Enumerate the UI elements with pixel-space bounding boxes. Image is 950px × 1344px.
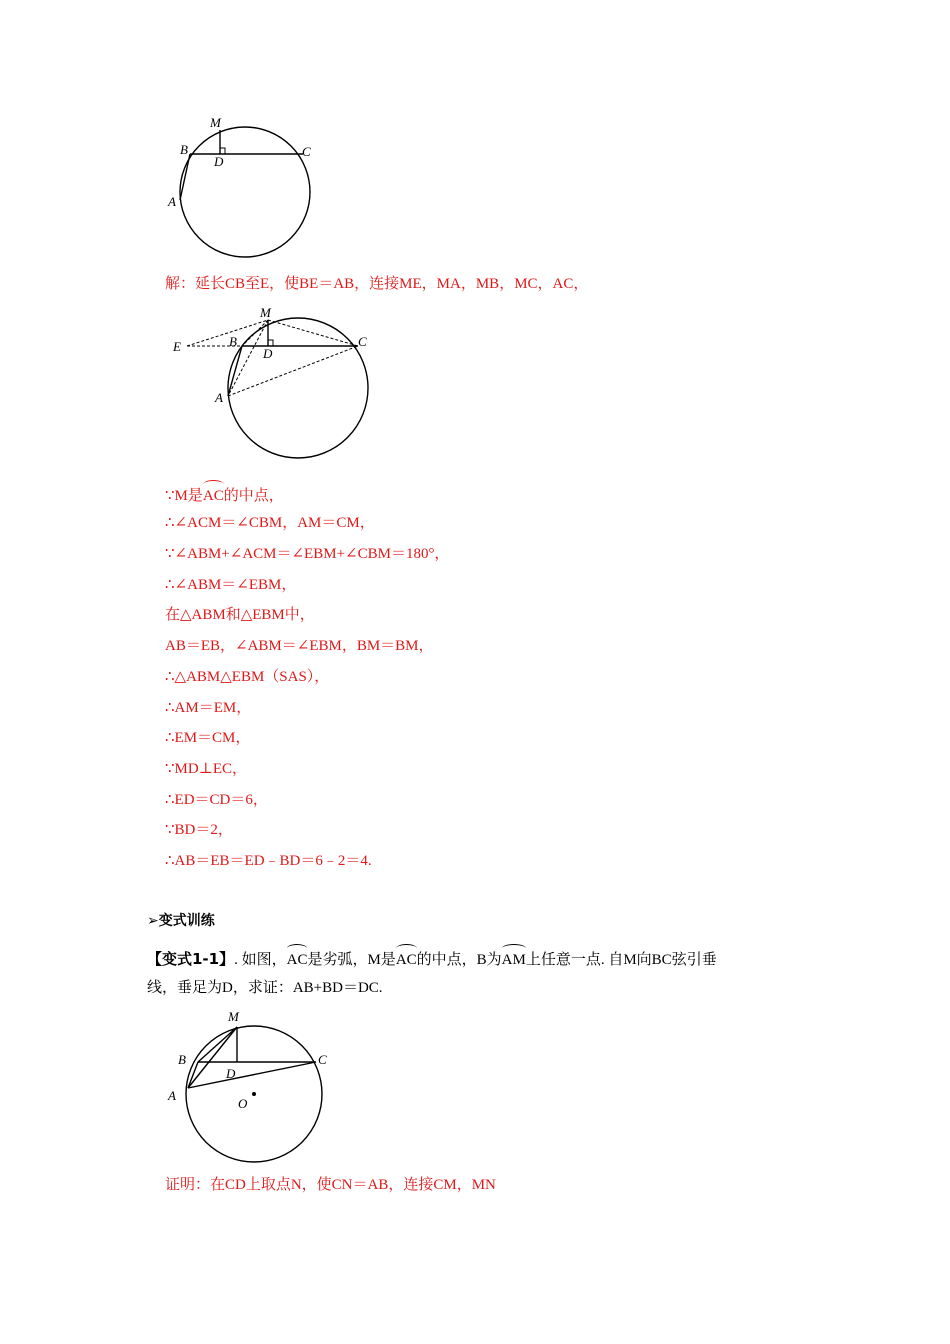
figure-2-circle-diagram <box>165 300 385 470</box>
proof-line-13: ∴AB＝EB＝ED﹣BD＝6﹣2＝4. <box>165 853 372 869</box>
arc-ac-2: AC <box>396 946 417 970</box>
proof-line-2: ∴∠ACM＝∠CBM，AM＝CM， <box>165 515 375 531</box>
segment-ac <box>188 1062 316 1088</box>
segment-mb <box>198 1027 237 1062</box>
figure-1-circle-diagram <box>160 110 320 270</box>
center-point <box>252 1092 256 1096</box>
figure-3-circle-diagram <box>160 1002 350 1172</box>
label-d: D <box>226 1066 236 1081</box>
proof-line-4: ∴∠ABM＝∠EBM， <box>165 577 297 593</box>
label-a: A <box>215 390 223 405</box>
proof-line-11: ∴ED＝CD＝6， <box>165 792 268 808</box>
dashed-ac <box>228 346 358 396</box>
label-a: A <box>168 194 176 209</box>
arc-ac: AC <box>203 482 224 506</box>
proof-line-9: ∴EM＝CM， <box>165 730 251 746</box>
label-b: B <box>229 334 237 349</box>
arc-ac-1: AC <box>287 946 308 970</box>
proof-line-5: 在△ABM和△EBM中， <box>165 607 315 623</box>
solution-intro: 解：延长CB至E，使BE＝AB，连接ME，MA，MB，MC，AC， <box>165 276 589 292</box>
label-o: O <box>238 1096 248 1111</box>
dashed-mc <box>268 320 358 346</box>
label-d: D <box>263 346 273 361</box>
segment-ab <box>188 1062 198 1088</box>
label-c: C <box>358 334 367 349</box>
label-e: E <box>173 339 181 354</box>
variant-problem: 【变式1-1】. 如图，AC是劣弧，M是AC的中点，B为AM上任意一点. 自M向BC弦引垂 <box>147 946 807 970</box>
arc-am: AM <box>502 946 526 970</box>
variant-problem-line-2: 线，垂足为D，求证：AB+BD＝DC. <box>147 980 383 996</box>
proof-line-12: ∵BD＝2， <box>165 822 233 838</box>
label-d: D <box>214 154 224 169</box>
label-a: A <box>168 1088 176 1103</box>
proof-line-6: AB＝EB，∠ABM＝∠EBM，BM＝BM， <box>165 638 434 654</box>
label-b: B <box>180 142 188 157</box>
circle <box>180 127 310 257</box>
proof2-intro: 证明：在CD上取点N，使CN＝AB，连接CM，MN <box>165 1177 496 1193</box>
label-c: C <box>318 1052 327 1067</box>
label-c: C <box>302 144 311 159</box>
section-heading: ➢变式训练 <box>147 913 215 929</box>
proof-line-10: ∵MD⊥EC， <box>165 761 247 777</box>
proof-line-7: ∴△ABM△EBM（SAS）， <box>165 669 330 685</box>
label-m: M <box>228 1009 239 1024</box>
label-m: M <box>210 115 221 130</box>
proof-line-8: ∴AM＝EM， <box>165 700 252 716</box>
proof-line-1: ∵M是AC的中点， <box>165 482 284 506</box>
label-b: B <box>178 1052 186 1067</box>
proof-line-3: ∵∠ABM+∠ACM＝∠EBM+∠CBM＝180°， <box>165 546 450 562</box>
label-m: M <box>260 305 271 320</box>
variant-tag: 【变式1-1】 <box>147 950 235 968</box>
